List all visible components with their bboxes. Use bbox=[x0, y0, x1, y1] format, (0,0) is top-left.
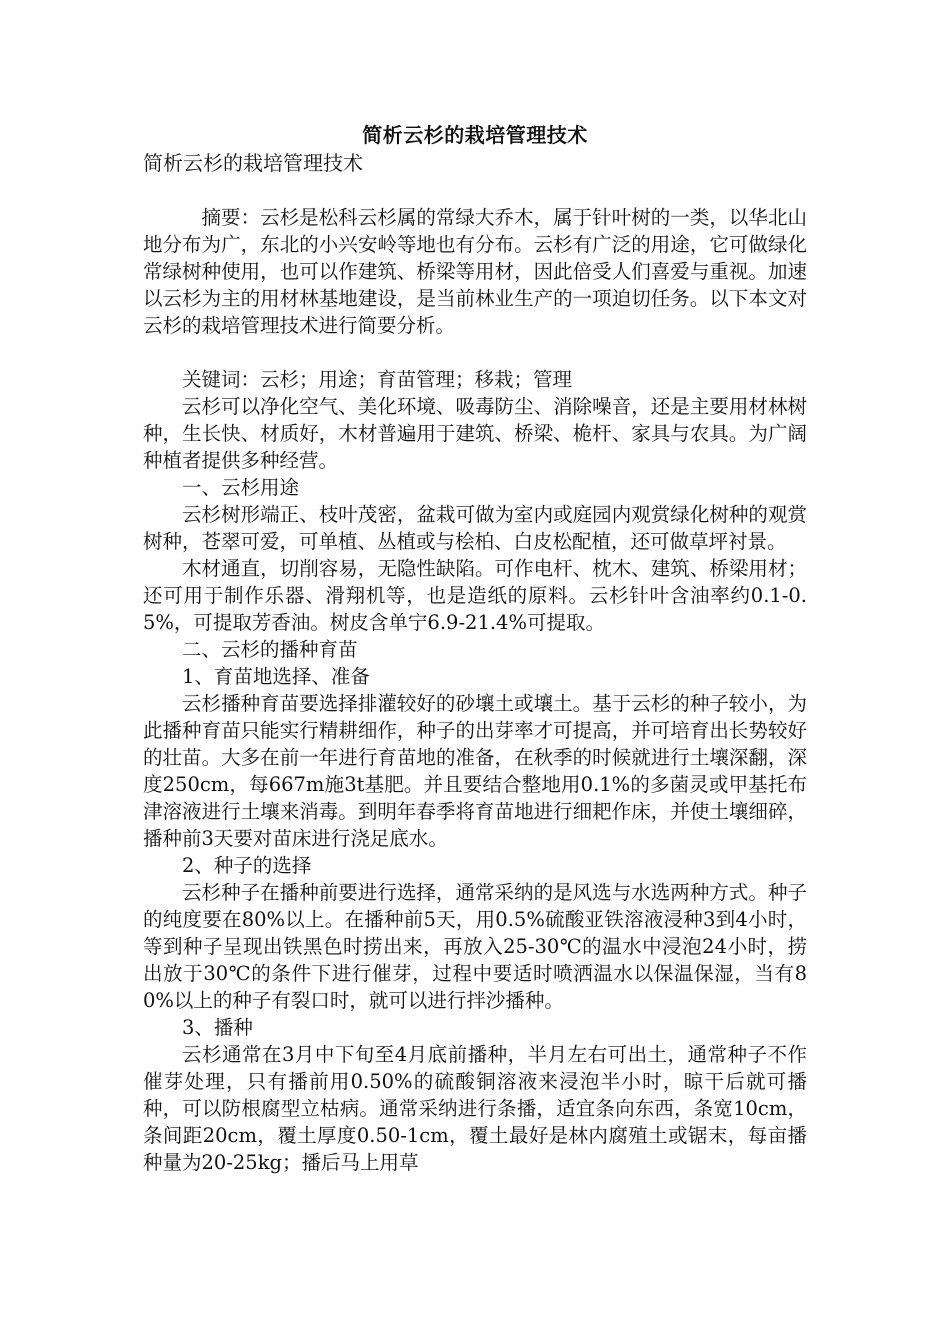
subsection-heading-nursery: 1、育苗地选择、准备 bbox=[182, 665, 370, 688]
document-subtitle: 简析云杉的栽培管理技术 bbox=[143, 151, 363, 175]
section-heading-uses: 一、云杉用途 bbox=[182, 476, 300, 499]
document-title: 简析云杉的栽培管理技术 bbox=[362, 123, 588, 147]
sowing-paragraph: 云杉通常在3月中下旬至4月底前播种，半月左右可出土，通常种子不作催芽处理，只有播前用0.50%的硫酸铜溶液来浸泡半小时，晾干后就可播种，可以防根腐型立枯病。通常采纳进行条播，适宜条向东西，条宽10cm，条间距20cm，覆土厚度0.50-1cm，覆土最好是林内腐殖土或锯末，每亩播种量为20-25kg；播后马上用草 bbox=[143, 1043, 807, 1174]
subsection-heading-sowing: 3、播种 bbox=[182, 1016, 253, 1039]
abstract-paragraph: 摘要：云杉是松科云杉属的常绿大乔木，属于针叶树的一类，以华北山地分布为广，东北的小兴安岭等地也有分布。云杉有广泛的用途，它可做绿化常绿树种使用，也可以作建筑、桥梁等用材，因此倍受人们喜爱与重视。加速以云杉为主的用材林基地建设，是当前林业生产的一项迫切任务。以下本文对云杉的栽培管理技术进行简要分析。 bbox=[143, 206, 807, 337]
seed-selection-paragraph: 云杉种子在播种前要进行选择，通常采纳的是风选与水选两种方式。种子的纯度要在80%以上。在播种前5天，用0.5%硫酸亚铁溶液浸种3到4小时，等到种子呈现出铁黑色时捞出来，再放入25-30℃的温水中浸泡24小时，捞出放于30℃的条件下进行催芽，过程中要适时喷洒温水以保温保湿，当有80%以上的种子有裂口时，就可以进行拌沙播种。 bbox=[143, 881, 807, 1012]
blank-line bbox=[143, 339, 807, 366]
intro-paragraph: 云杉可以净化空气、美化环境、吸毒防尘、消除噪音，还是主要用材林树种，生长快、材质好，木材普遍用于建筑、桥梁、桅杆、家具与农具。为广阔种植者提供多种经营。 bbox=[143, 395, 807, 472]
uses-paragraph-ornamental: 云杉树形端正、枝叶茂密，盆栽可做为室内或庭园内观赏绿化树种的观赏树种，苍翠可爱，可单植、丛植或与桧柏、白皮松配植，还可做草坪衬景。 bbox=[143, 503, 807, 553]
document-page bbox=[143, 120, 807, 1176]
uses-paragraph-timber: 木材通直，切削容易，无隐性缺陷。可作电杆、枕木、建筑、桥梁用材；还可用于制作乐器、滑翔机等，也是造纸的原料。云杉针叶含油率约0.1-0.5%，可提取芳香油。树皮含单宁6.9-21.4%可提取。 bbox=[143, 557, 807, 634]
keywords-line: 关键词：云杉；用途；育苗管理；移栽；管理 bbox=[182, 368, 573, 391]
section-heading-seeding: 二、云杉的播种育苗 bbox=[182, 638, 358, 661]
subsection-heading-seed-selection: 2、种子的选择 bbox=[182, 854, 312, 877]
nursery-paragraph: 云杉播种育苗要选择排灌较好的砂壤土或壤土。基于云杉的种子较小，为此播种育苗只能实行精耕细作，种子的出芽率才可提高，并可培育出长势较好的壮苗。大多在前一年进行育苗地的准备，在秋季的时候就进行土壤深翻，深度250cm，每667m施3t基肥。并且要结合整地用0.1%的多菌灵或甲基托布津溶液进行土壤来消毒。到明年春季将育苗地进行细耙作床，并使土壤细碎，播种前3天要对苗床进行浇足底水。 bbox=[143, 692, 807, 850]
blank-line bbox=[143, 177, 807, 204]
